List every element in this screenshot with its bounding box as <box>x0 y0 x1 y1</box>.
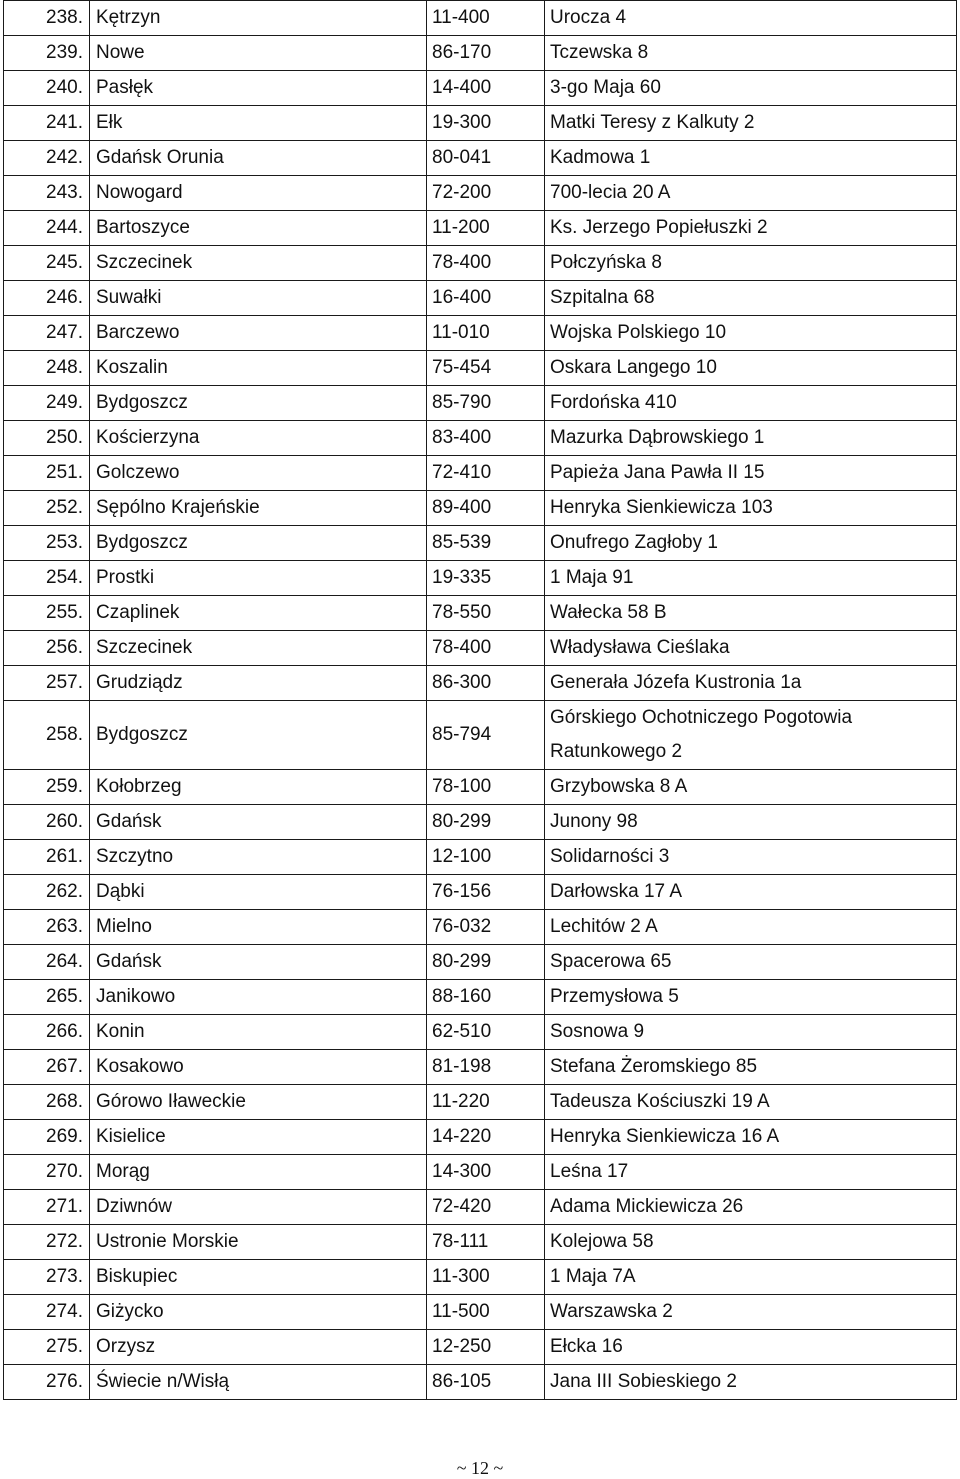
city-cell: Prostki <box>90 561 427 596</box>
postal-code-cell: 12-250 <box>427 1330 545 1365</box>
table-row <box>4 71 957 106</box>
row-number: 268. <box>4 1085 90 1120</box>
postal-code-cell: 80-041 <box>427 141 545 176</box>
table-row <box>4 980 957 1015</box>
postal-code-cell: 72-200 <box>427 176 545 211</box>
street-cell: Urocza 4 <box>545 1 957 36</box>
row-number: 274. <box>4 1295 90 1330</box>
row-number: 258. <box>4 701 90 770</box>
table-row <box>4 421 957 456</box>
city-cell: Ełk <box>90 106 427 141</box>
row-number: 272. <box>4 1225 90 1260</box>
row-number: 257. <box>4 666 90 701</box>
city-cell: Dziwnów <box>90 1190 427 1225</box>
row-number: 271. <box>4 1190 90 1225</box>
postal-code-cell: 80-299 <box>427 945 545 980</box>
street-cell: Leśna 17 <box>545 1155 957 1190</box>
city-cell: Bydgoszcz <box>90 701 427 770</box>
table-row <box>4 1295 957 1330</box>
street-cell: Kadmowa 1 <box>545 141 957 176</box>
street-cell: Henryka Sienkiewicza 103 <box>545 491 957 526</box>
postal-code-cell: 14-300 <box>427 1155 545 1190</box>
postal-code-cell: 12-100 <box>427 840 545 875</box>
row-number: 240. <box>4 71 90 106</box>
table-row <box>4 910 957 945</box>
row-number: 239. <box>4 36 90 71</box>
row-number: 253. <box>4 526 90 561</box>
postal-code-cell: 86-105 <box>427 1365 545 1400</box>
street-cell: Władysława Cieślaka <box>545 631 957 666</box>
street-cell: Jana III Sobieskiego 2 <box>545 1365 957 1400</box>
table-row <box>4 1015 957 1050</box>
postal-code-cell: 19-335 <box>427 561 545 596</box>
postal-code-cell: 16-400 <box>427 281 545 316</box>
street-cell: Tczewska 8 <box>545 36 957 71</box>
street-cell: Onufrego Zagłoby 1 <box>545 526 957 561</box>
row-number: 273. <box>4 1260 90 1295</box>
postal-code-cell: 81-198 <box>427 1050 545 1085</box>
city-cell: Golczewo <box>90 456 427 491</box>
row-number: 264. <box>4 945 90 980</box>
table-row <box>4 1260 957 1295</box>
table-row <box>4 805 957 840</box>
table-row <box>4 386 957 421</box>
row-number: 270. <box>4 1155 90 1190</box>
table-row <box>4 840 957 875</box>
table-row <box>4 875 957 910</box>
table-row <box>4 666 957 701</box>
street-cell: Połczyńska 8 <box>545 246 957 281</box>
postal-code-cell: 72-410 <box>427 456 545 491</box>
row-number: 243. <box>4 176 90 211</box>
city-cell: Gdańsk <box>90 805 427 840</box>
table-row <box>4 351 957 386</box>
table-row <box>4 141 957 176</box>
row-number: 265. <box>4 980 90 1015</box>
street-cell: Junony 98 <box>545 805 957 840</box>
table-row <box>4 1225 957 1260</box>
postal-code-cell: 88-160 <box>427 980 545 1015</box>
street-cell: Grzybowska 8 A <box>545 770 957 805</box>
table-row <box>4 596 957 631</box>
street-cell: Papieża Jana Pawła II 15 <box>545 456 957 491</box>
postal-code-cell: 83-400 <box>427 421 545 456</box>
street-cell: Matki Teresy z Kalkuty 2 <box>545 106 957 141</box>
street-cell: Wojska Polskiego 10 <box>545 316 957 351</box>
row-number: 263. <box>4 910 90 945</box>
city-cell: Czaplinek <box>90 596 427 631</box>
postal-code-cell: 76-032 <box>427 910 545 945</box>
table-row <box>4 1120 957 1155</box>
city-cell: Bydgoszcz <box>90 386 427 421</box>
row-number: 276. <box>4 1365 90 1400</box>
row-number: 254. <box>4 561 90 596</box>
city-cell: Kisielice <box>90 1120 427 1155</box>
postal-code-cell: 14-220 <box>427 1120 545 1155</box>
table-row <box>4 176 957 211</box>
table-row <box>4 456 957 491</box>
row-number: 255. <box>4 596 90 631</box>
city-cell: Barczewo <box>90 316 427 351</box>
row-number: 247. <box>4 316 90 351</box>
postal-code-cell: 78-100 <box>427 770 545 805</box>
row-number: 261. <box>4 840 90 875</box>
row-number: 248. <box>4 351 90 386</box>
table-row <box>4 106 957 141</box>
postal-code-cell: 11-010 <box>427 316 545 351</box>
city-cell: Konin <box>90 1015 427 1050</box>
row-number: 249. <box>4 386 90 421</box>
postal-code-cell: 78-400 <box>427 246 545 281</box>
city-cell: Janikowo <box>90 980 427 1015</box>
table-row <box>4 1 957 36</box>
city-cell: Grudziądz <box>90 666 427 701</box>
city-cell: Bydgoszcz <box>90 526 427 561</box>
street-cell: Ełcka 16 <box>545 1330 957 1365</box>
city-cell: Koszalin <box>90 351 427 386</box>
postal-code-cell: 85-794 <box>427 701 545 770</box>
table-row <box>4 211 957 246</box>
table-row <box>4 701 957 770</box>
city-cell: Mielno <box>90 910 427 945</box>
postal-code-cell: 86-300 <box>427 666 545 701</box>
row-number: 251. <box>4 456 90 491</box>
street-cell: Stefana Żeromskiego 85 <box>545 1050 957 1085</box>
street-cell: Mazurka Dąbrowskiego 1 <box>545 421 957 456</box>
street-cell: Górskiego Ochotniczego Pogotowia Ratunkowego 2 <box>545 701 957 770</box>
street-cell: Sosnowa 9 <box>545 1015 957 1050</box>
city-cell: Bartoszyce <box>90 211 427 246</box>
table-row <box>4 246 957 281</box>
street-cell: Warszawska 2 <box>545 1295 957 1330</box>
street-cell: Ks. Jerzego Popiełuszki 2 <box>545 211 957 246</box>
city-cell: Kosakowo <box>90 1050 427 1085</box>
row-number: 246. <box>4 281 90 316</box>
table-row <box>4 1050 957 1085</box>
row-number: 256. <box>4 631 90 666</box>
address-table-body <box>4 1 957 1400</box>
row-number: 242. <box>4 141 90 176</box>
street-cell: Oskara Langego 10 <box>545 351 957 386</box>
street-cell: Henryka Sienkiewicza 16 A <box>545 1120 957 1155</box>
city-cell: Pasłęk <box>90 71 427 106</box>
city-cell: Ustronie Morskie <box>90 1225 427 1260</box>
street-cell: 3-go Maja 60 <box>545 71 957 106</box>
street-cell: 1 Maja 7A <box>545 1260 957 1295</box>
table-row <box>4 561 957 596</box>
table-row <box>4 631 957 666</box>
city-cell: Kętrzyn <box>90 1 427 36</box>
row-number: 267. <box>4 1050 90 1085</box>
table-row <box>4 1330 957 1365</box>
city-cell: Świecie n/Wisłą <box>90 1365 427 1400</box>
postal-code-cell: 11-300 <box>427 1260 545 1295</box>
row-number: 250. <box>4 421 90 456</box>
table-row <box>4 1155 957 1190</box>
city-cell: Gdańsk <box>90 945 427 980</box>
city-cell: Górowo Iławeckie <box>90 1085 427 1120</box>
table-row <box>4 281 957 316</box>
city-cell: Dąbki <box>90 875 427 910</box>
street-cell: 1 Maja 91 <box>545 561 957 596</box>
street-cell: 700-lecia 20 A <box>545 176 957 211</box>
city-cell: Szczecinek <box>90 246 427 281</box>
city-cell: Kościerzyna <box>90 421 427 456</box>
postal-code-cell: 62-510 <box>427 1015 545 1050</box>
postal-code-cell: 11-400 <box>427 1 545 36</box>
table-row <box>4 770 957 805</box>
city-cell: Biskupiec <box>90 1260 427 1295</box>
street-cell: Fordońska 410 <box>545 386 957 421</box>
table-row <box>4 316 957 351</box>
table-row <box>4 945 957 980</box>
street-cell: Przemysłowa 5 <box>545 980 957 1015</box>
street-cell: Generała Józefa Kustronia 1a <box>545 666 957 701</box>
postal-code-cell: 11-500 <box>427 1295 545 1330</box>
postal-code-cell: 85-539 <box>427 526 545 561</box>
row-number: 252. <box>4 491 90 526</box>
row-number: 259. <box>4 770 90 805</box>
postal-code-cell: 85-790 <box>427 386 545 421</box>
table-row <box>4 1190 957 1225</box>
address-table <box>3 0 957 1400</box>
city-cell: Orzysz <box>90 1330 427 1365</box>
row-number: 244. <box>4 211 90 246</box>
postal-code-cell: 76-156 <box>427 875 545 910</box>
postal-code-cell: 19-300 <box>427 106 545 141</box>
street-cell: Solidarności 3 <box>545 840 957 875</box>
city-cell: Szczecinek <box>90 631 427 666</box>
postal-code-cell: 86-170 <box>427 36 545 71</box>
row-number: 262. <box>4 875 90 910</box>
postal-code-cell: 11-220 <box>427 1085 545 1120</box>
city-cell: Morąg <box>90 1155 427 1190</box>
row-number: 275. <box>4 1330 90 1365</box>
postal-code-cell: 89-400 <box>427 491 545 526</box>
city-cell: Suwałki <box>90 281 427 316</box>
street-cell: Tadeusza Kościuszki 19 A <box>545 1085 957 1120</box>
table-row <box>4 36 957 71</box>
table-row <box>4 491 957 526</box>
table-row <box>4 526 957 561</box>
row-number: 269. <box>4 1120 90 1155</box>
row-number: 245. <box>4 246 90 281</box>
city-cell: Kołobrzeg <box>90 770 427 805</box>
street-cell: Kolejowa 58 <box>545 1225 957 1260</box>
page-number: ~ 12 ~ <box>456 1458 504 1478</box>
street-cell: Spacerowa 65 <box>545 945 957 980</box>
row-number: 241. <box>4 106 90 141</box>
street-cell: Adama Mickiewicza 26 <box>545 1190 957 1225</box>
city-cell: Nowogard <box>90 176 427 211</box>
postal-code-cell: 78-111 <box>427 1225 545 1260</box>
city-cell: Nowe <box>90 36 427 71</box>
postal-code-cell: 78-400 <box>427 631 545 666</box>
street-cell: Darłowska 17 A <box>545 875 957 910</box>
street-cell: Lechitów 2 A <box>545 910 957 945</box>
row-number: 260. <box>4 805 90 840</box>
postal-code-cell: 11-200 <box>427 211 545 246</box>
city-cell: Giżycko <box>90 1295 427 1330</box>
city-cell: Gdańsk Orunia <box>90 141 427 176</box>
postal-code-cell: 14-400 <box>427 71 545 106</box>
postal-code-cell: 72-420 <box>427 1190 545 1225</box>
street-cell: Szpitalna 68 <box>545 281 957 316</box>
table-row <box>4 1085 957 1120</box>
postal-code-cell: 75-454 <box>427 351 545 386</box>
table-row <box>4 1365 957 1400</box>
address-table-container <box>3 0 957 1400</box>
city-cell: Szczytno <box>90 840 427 875</box>
city-cell: Sępólno Krajeńskie <box>90 491 427 526</box>
row-number: 238. <box>4 1 90 36</box>
postal-code-cell: 80-299 <box>427 805 545 840</box>
street-cell: Wałecka 58 B <box>545 596 957 631</box>
postal-code-cell: 78-550 <box>427 596 545 631</box>
row-number: 266. <box>4 1015 90 1050</box>
